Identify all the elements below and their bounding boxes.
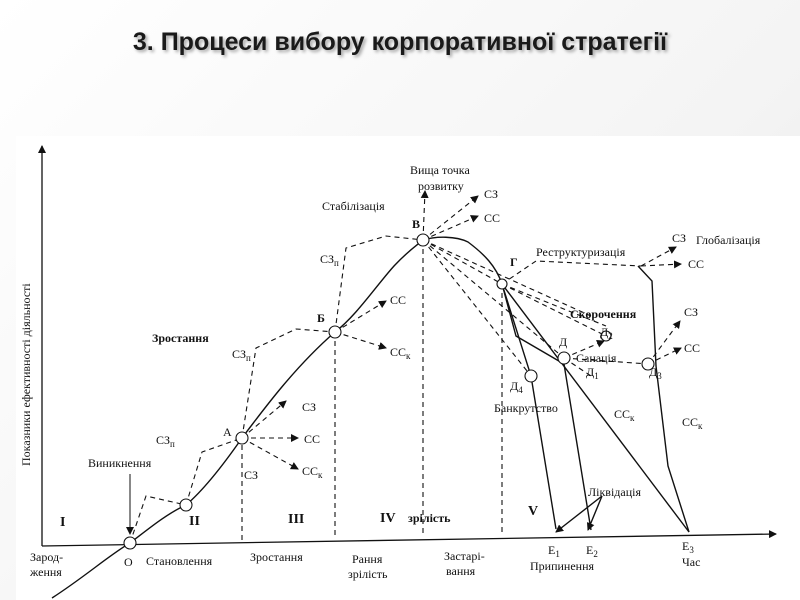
label-point-b: Б <box>317 311 325 325</box>
node-d4 <box>525 370 537 382</box>
branch-globalization <box>638 266 689 532</box>
dash-restructuring <box>502 261 641 284</box>
arrow-peak <box>423 191 425 240</box>
label-point-d4: $Д_4$ <box>510 379 523 395</box>
label-szp-3: $СЗ_п$ <box>320 252 339 268</box>
stage-3: III <box>288 512 305 527</box>
label-ssk-3: $СС_к$ <box>614 407 635 423</box>
x-label-birth-2: ження <box>30 565 62 579</box>
label-ss-3: СС <box>484 211 501 225</box>
x-label-early-maturity-2: зрілість <box>348 567 388 581</box>
label-sz-3: СЗ <box>484 187 499 201</box>
label-ssk-4: $СС_к$ <box>682 415 703 431</box>
x-label-aging-1: Застарі- <box>444 549 485 563</box>
node-g <box>497 279 507 289</box>
arrow-b-ssk <box>335 332 386 348</box>
label-point-g: Г <box>510 255 518 269</box>
life-cycle-diagram <box>16 136 800 600</box>
node-d <box>558 352 570 364</box>
x-label-e1: $Е_1$ <box>548 543 560 559</box>
label-bankruptcy: Банкрутство <box>494 401 558 415</box>
life-cycle-curve <box>52 237 502 598</box>
label-sz-4: СЗ <box>672 231 687 245</box>
label-point-d2: $Д_2$ <box>600 325 613 341</box>
label-point-d3: $Д_3$ <box>649 365 662 381</box>
node-v <box>417 234 429 246</box>
stage-4: IV <box>380 511 396 526</box>
x-label-termination: Припинення <box>530 559 595 573</box>
arrow-glob-sz <box>641 247 676 266</box>
label-ss-2: СС <box>390 293 407 307</box>
label-reduction: Скорочення <box>570 307 637 321</box>
dash-growth-a <box>186 438 242 505</box>
label-peak-2: розвитку <box>418 179 464 193</box>
arrow-d3-sz <box>648 321 680 364</box>
arrow-a-sz <box>242 401 286 438</box>
node-b <box>329 326 341 338</box>
label-szp-1: $СЗ_п$ <box>156 433 175 449</box>
arrow-glob-ss <box>641 264 681 266</box>
label-sz-2: СЗ <box>302 400 317 414</box>
label-stabilization: Стабілізація <box>322 199 385 213</box>
stage-1: I <box>60 515 66 530</box>
x-label-e3: $Е_3$ <box>682 539 694 555</box>
label-peak-1: Вища точка <box>410 163 470 177</box>
node-a <box>236 432 248 444</box>
label-liquidation: Ліквідація <box>588 485 642 499</box>
x-label-e2: $Е_2$ <box>586 543 598 559</box>
label-point-v: В <box>412 217 421 231</box>
label-sz-5: СЗ <box>684 305 699 319</box>
diagram-figure <box>16 136 800 600</box>
label-sz-1: СЗ <box>244 468 259 482</box>
label-ss-1: СС <box>304 432 321 446</box>
x-label-formation: Становлення <box>146 554 213 568</box>
label-restructuring: Реструктуризація <box>536 245 626 259</box>
label-ssk-2: $СС_к$ <box>390 345 411 361</box>
x-label-aging-2: вання <box>446 564 476 578</box>
node-o <box>124 537 136 549</box>
x-label-birth-1: Зарод- <box>30 550 64 564</box>
x-label-growth: Зростання <box>250 550 303 564</box>
y-axis-label: Показники ефективності діяльності <box>19 283 33 466</box>
label-szp-2: $СЗ_п$ <box>232 347 251 363</box>
x-label-time: Час <box>682 555 701 569</box>
label-point-d1: $Д_1$ <box>586 365 599 381</box>
label-sanation: Санація <box>576 351 617 365</box>
node-ii <box>180 499 192 511</box>
x-label-early-maturity-1: Рання <box>352 552 383 566</box>
label-point-d: Д <box>559 335 568 349</box>
x-label-o: О <box>124 555 133 569</box>
label-ss-4: СС <box>688 257 705 271</box>
label-growth: Зростання <box>152 331 209 345</box>
label-ssk-1: $СС_к$ <box>302 464 323 480</box>
slide-title: 3. Процеси вибору корпоративної стратегії <box>132 28 668 56</box>
arrow-v-sz <box>423 196 478 240</box>
x-axis <box>42 534 776 546</box>
arrow-a-ssk <box>242 438 298 469</box>
stage-4-label: зрілість <box>408 511 451 525</box>
arrow-v-ss <box>423 216 478 240</box>
label-emergence: Виникнення <box>88 456 152 470</box>
label-point-a: А <box>223 425 232 439</box>
stage-2: II <box>189 514 200 529</box>
stage-5: V <box>528 504 539 519</box>
label-globalization: Глобалізація <box>696 233 761 247</box>
label-ss-5: СС <box>684 341 701 355</box>
